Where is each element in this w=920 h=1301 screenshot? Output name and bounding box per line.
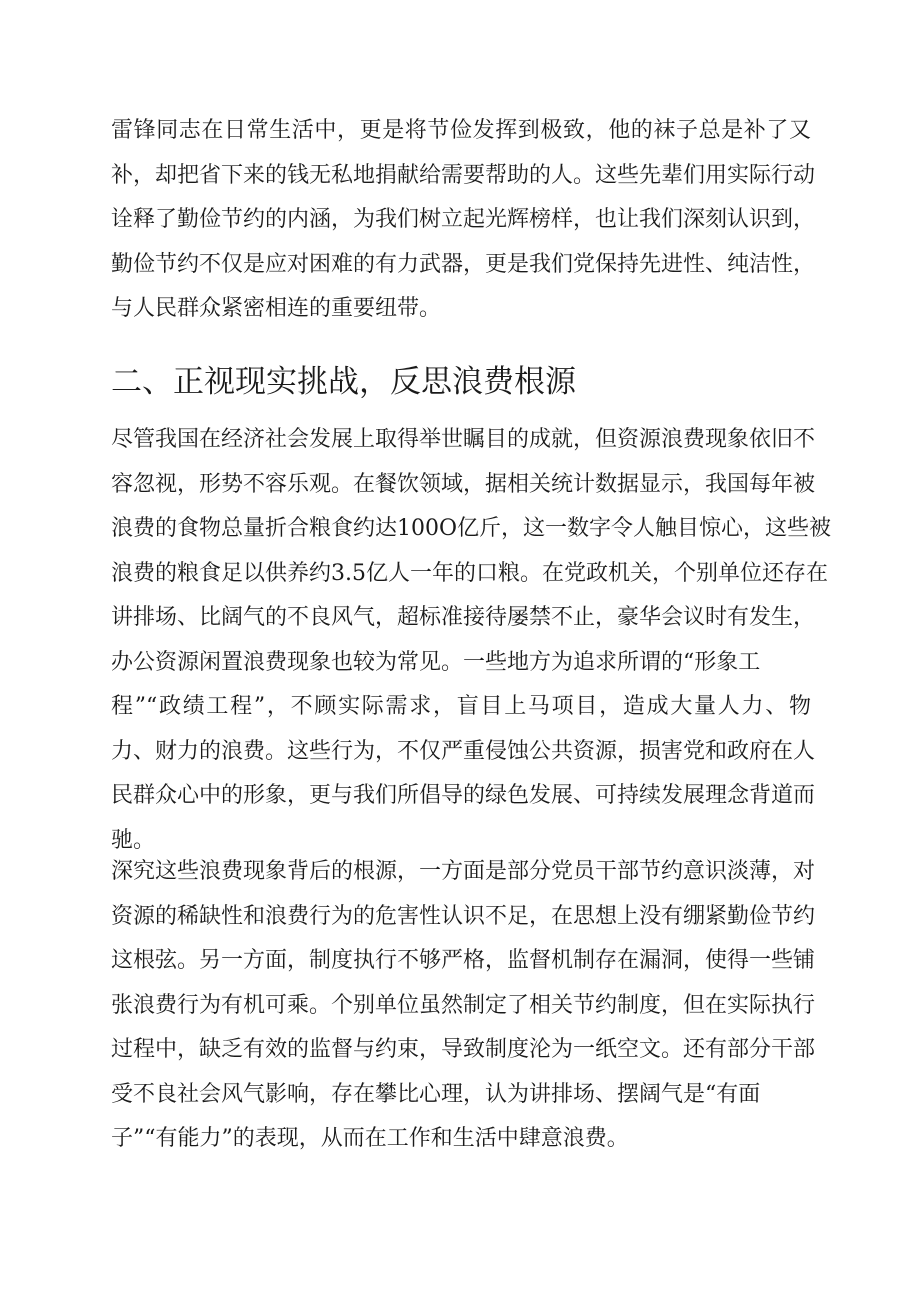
paragraph-line: 与人民群众紧密相连的重要纽带。 xyxy=(111,296,442,321)
paragraph-line: 容忽视，形势不容乐观。在餐饮领域，据相关统计数据显示，我国每年被 xyxy=(111,471,816,497)
paragraph-line: 张浪费行为有机可乘。个别单位虽然制定了相关节约制度，但在实际执行 xyxy=(111,992,816,1018)
paragraph-line: 尽管我国在经济社会发展上取得举世瞩目的成就，但资源浪费现象依旧不 xyxy=(111,427,816,452)
paragraph-line: 力、财力的浪费。这些行为，不仅严重侵蚀公共资源，损害党和政府在人 xyxy=(111,738,816,764)
paragraph-line: 子”“有能力”的表现，从而在工作和生活中肆意浪费。 xyxy=(111,1126,629,1151)
paragraph-line: 浪费的食物总量折合粮食约达100O亿斤，这一数字令人触目惊心，这些被 xyxy=(111,516,832,541)
paragraph-2 xyxy=(111,418,832,863)
paragraph-line: 深究这些浪费现象背后的根源，一方面是部分党员干部节约意识淡薄，对 xyxy=(111,859,816,884)
paragraph-line: 勤俭节约不仅是应对困难的有力武器，更是我们党保持先进性、纯洁性， xyxy=(111,251,816,277)
paragraph-line: 雷锋同志在日常生活中，更是将节俭发挥到极致，他的袜子总是补了又 xyxy=(111,118,811,143)
paragraph-line: 资源的稀缺性和浪费行为的危害性认识不足，在思想上没有绷紧勤俭节约 xyxy=(111,903,816,929)
paragraph-line: 驰。 xyxy=(111,827,156,853)
paragraph-3 xyxy=(111,850,816,1162)
paragraph-line: 浪费的粮食足以供养约3.5亿人一年的口粮。在党政机关，个别单位还存在 xyxy=(111,560,828,586)
paragraph-line: 受不良社会风气影响，存在攀比心理，认为讲排场、摆阔气是“有面 xyxy=(111,1081,761,1107)
paragraph-1 xyxy=(111,109,816,332)
paragraph-line: 讲排场、比阔气的不良风气，超标准接待屡禁不止，豪华会议时有发生， xyxy=(111,605,816,630)
section-heading: 二、正视现实挑战，反思浪费根源 xyxy=(111,364,576,400)
paragraph-line: 民群众心中的形象，更与我们所倡导的绿色发展、可持续发展理念背道而 xyxy=(111,783,816,808)
paragraph-line: 程”“政绩工程”，不顾实际需求，盲目上马项目，造成大量人力、物 xyxy=(111,694,811,719)
paragraph-line: 诠释了勤俭节约的内涵，为我们树立起光辉榜样，也让我们深刻认识到， xyxy=(111,207,816,232)
paragraph-line: 补，却把省下来的钱无私地捐献给需要帮助的人。这些先辈们用实际行动 xyxy=(111,162,816,188)
paragraph-line: 这根弦。另一方面，制度执行不够严格，监督机制存在漏洞，使得一些铺 xyxy=(111,948,816,973)
paragraph-line: 过程中，缺乏有效的监督与约束，导致制度沦为一纸空文。还有部分干部 xyxy=(111,1037,816,1062)
paragraph-line: 办公资源闲置浪费现象也较为常见。一些地方为追求所谓的“形象工 xyxy=(111,649,761,675)
